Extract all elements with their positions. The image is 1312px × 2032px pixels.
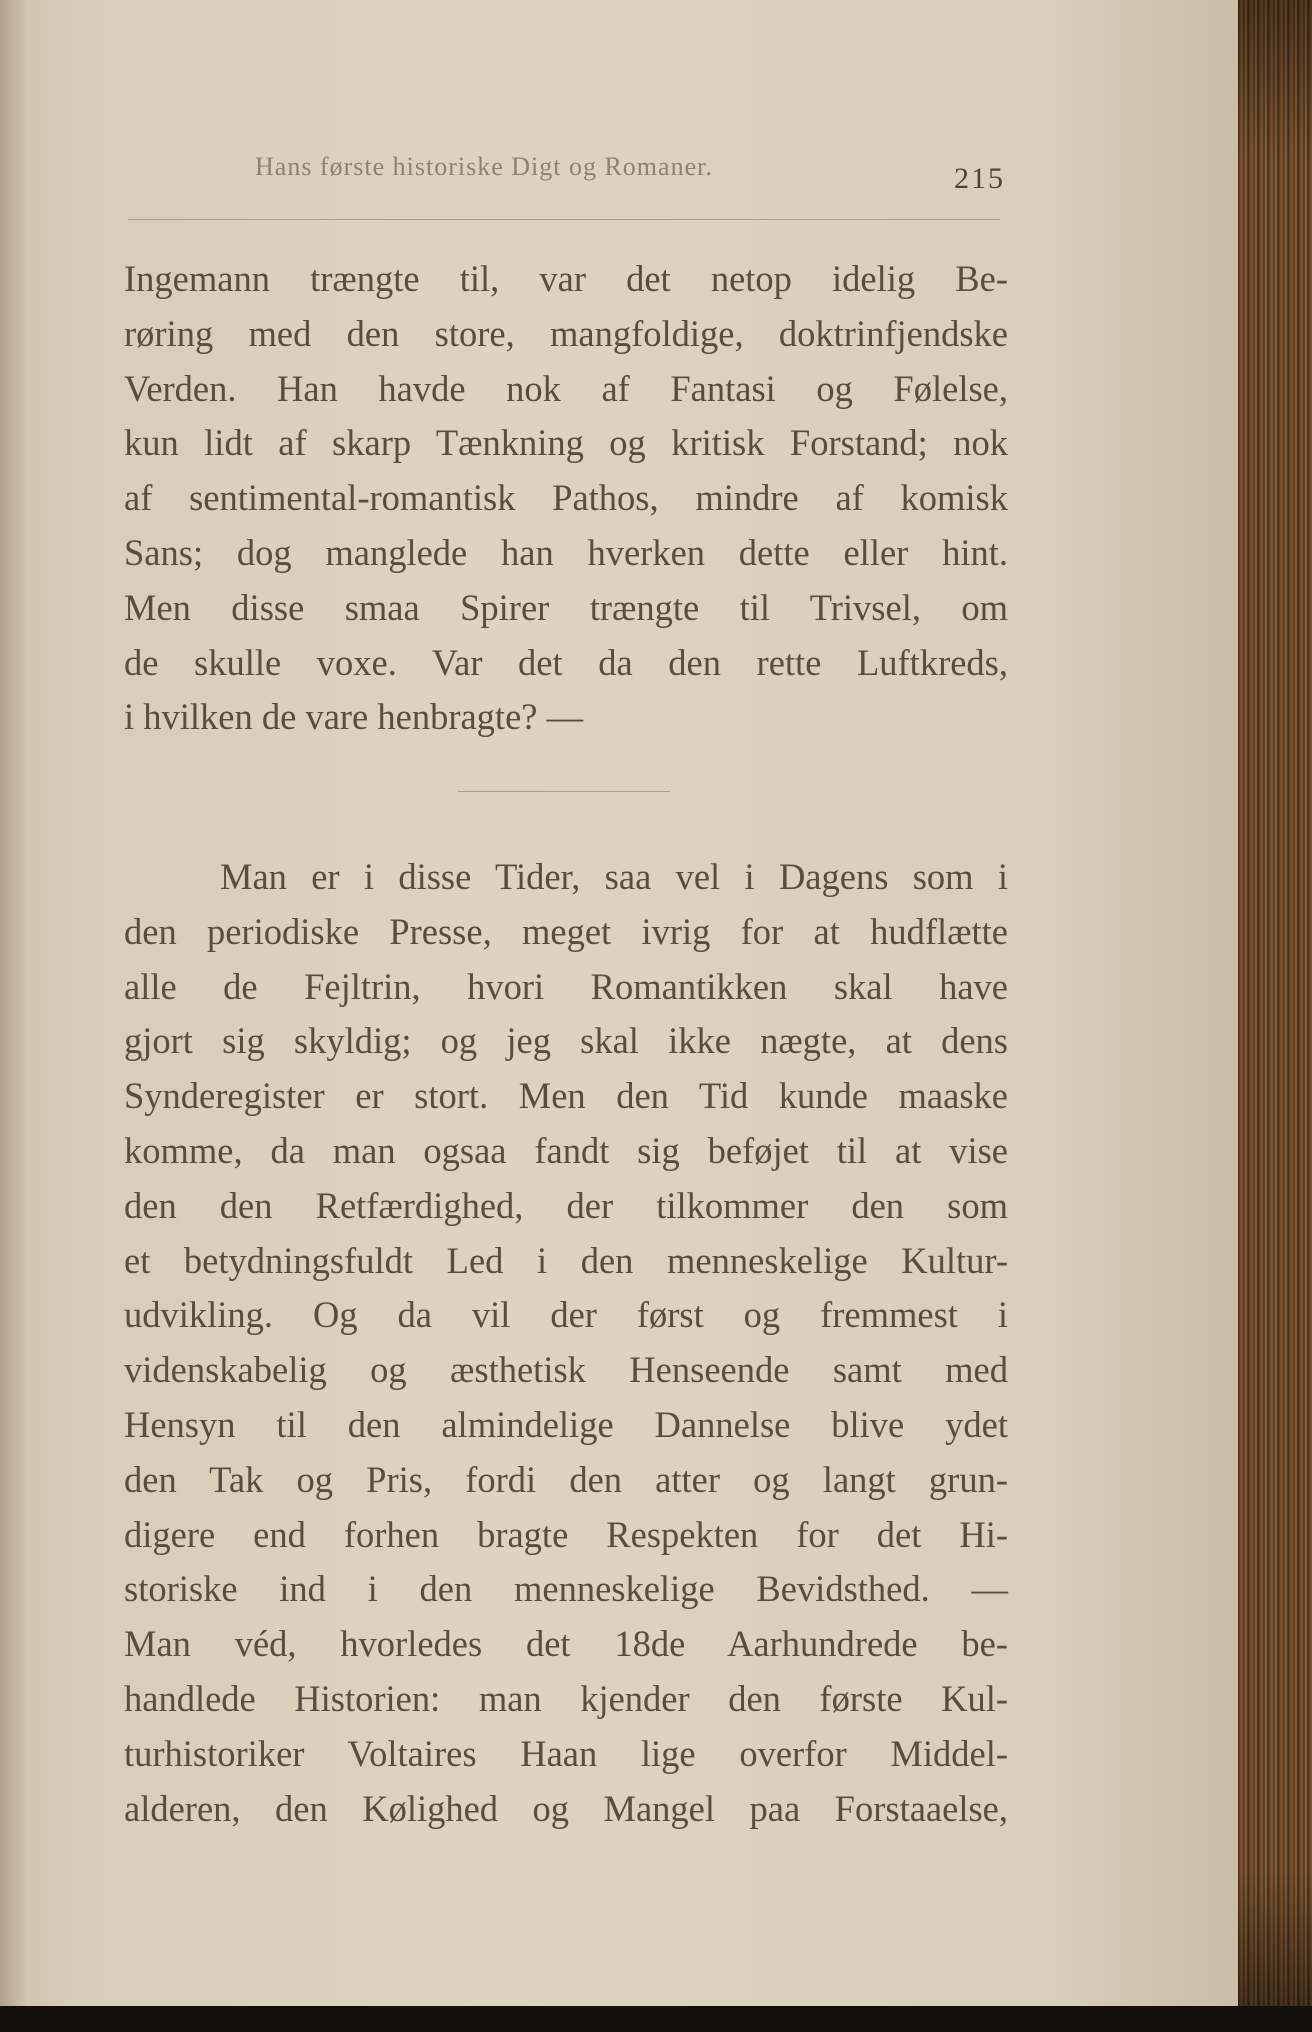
header-rule xyxy=(128,219,1000,220)
text-line: udvikling. Og da vil der først og fremmest i xyxy=(124,1294,1008,1336)
page-number: 215 xyxy=(954,162,1005,195)
text-line: alle de Fejltrin, hvori Romantikken skal have xyxy=(124,965,1008,1007)
text-line: komme, da man ogsaa fandt sig beføjet til at vise xyxy=(124,1129,1008,1171)
running-head xyxy=(125,140,1005,200)
text-line: den periodiske Presse, meget ivrig for at hudflætte xyxy=(124,910,1008,952)
text-line: turhistoriker Voltaires Haan lige overfor Middel- xyxy=(124,1732,1008,1774)
text-line: Ingemann trængte til, var det netop idelig Be- xyxy=(124,258,1008,299)
text-line: et betydningsfuldt Led i den menneskelige Kultur- xyxy=(124,1239,1008,1281)
paragraph-2 xyxy=(124,850,1008,1836)
text-line: i hvilken de vare henbragte? — xyxy=(124,696,584,738)
text-line: kun lidt af skarp Tænkning og kritisk Forstand; nok xyxy=(124,422,1008,464)
background-band xyxy=(0,2006,1312,2032)
book-page-edges xyxy=(1238,0,1312,2032)
gutter-shadow xyxy=(0,0,28,2006)
text-line: Verden. Han havde nok af Fantasi og Følelse, xyxy=(124,367,1008,409)
text-line: digere end forhen bragte Respekten for det Hi- xyxy=(124,1513,1008,1555)
text-line: Man er i disse Tider, saa vel i Dagens som i xyxy=(220,856,1008,897)
text-line: Sans; dog manglede han hverken dette eller hint. xyxy=(124,531,1008,573)
text-line: gjort sig skyldig; og jeg skal ikke nægte, at dens xyxy=(124,1020,1008,1062)
text-line: Synderegister er stort. Men den Tid kunde maaske xyxy=(124,1075,1008,1117)
text-line: videnskabelig og æsthetisk Henseende samt med xyxy=(124,1349,1008,1391)
text-line: den den Retfærdighed, der tilkommer den som xyxy=(124,1184,1008,1226)
text-line: handlede Historien: man kjender den første Kul- xyxy=(124,1677,1008,1719)
text-line: de skulle voxe. Var det da den rette Luftkreds, xyxy=(124,641,1008,683)
running-head-title: Hans første historiske Digt og Romaner. xyxy=(255,152,713,181)
paragraph-1 xyxy=(124,252,1008,745)
text-line: alderen, den Kølighed og Mangel paa Forstaaelse, xyxy=(124,1787,1008,1829)
section-divider xyxy=(458,791,670,792)
text-line: Hensyn til den almindelige Dannelse blive ydet xyxy=(124,1403,1008,1445)
text-line: storiske ind i den menneskelige Bevidsthed. — xyxy=(124,1568,1008,1610)
text-line: af sentimental-romantisk Pathos, mindre af komisk xyxy=(124,477,1008,519)
text-line: Men disse smaa Spirer trængte til Trivsel, om xyxy=(124,586,1008,628)
text-line: røring med den store, mangfoldige, doktrinfjendske xyxy=(124,312,1008,354)
text-line: den Tak og Pris, fordi den atter og langt grun- xyxy=(124,1458,1008,1500)
text-line: Man véd, hvorledes det 18de Aarhundrede be- xyxy=(124,1623,1008,1665)
